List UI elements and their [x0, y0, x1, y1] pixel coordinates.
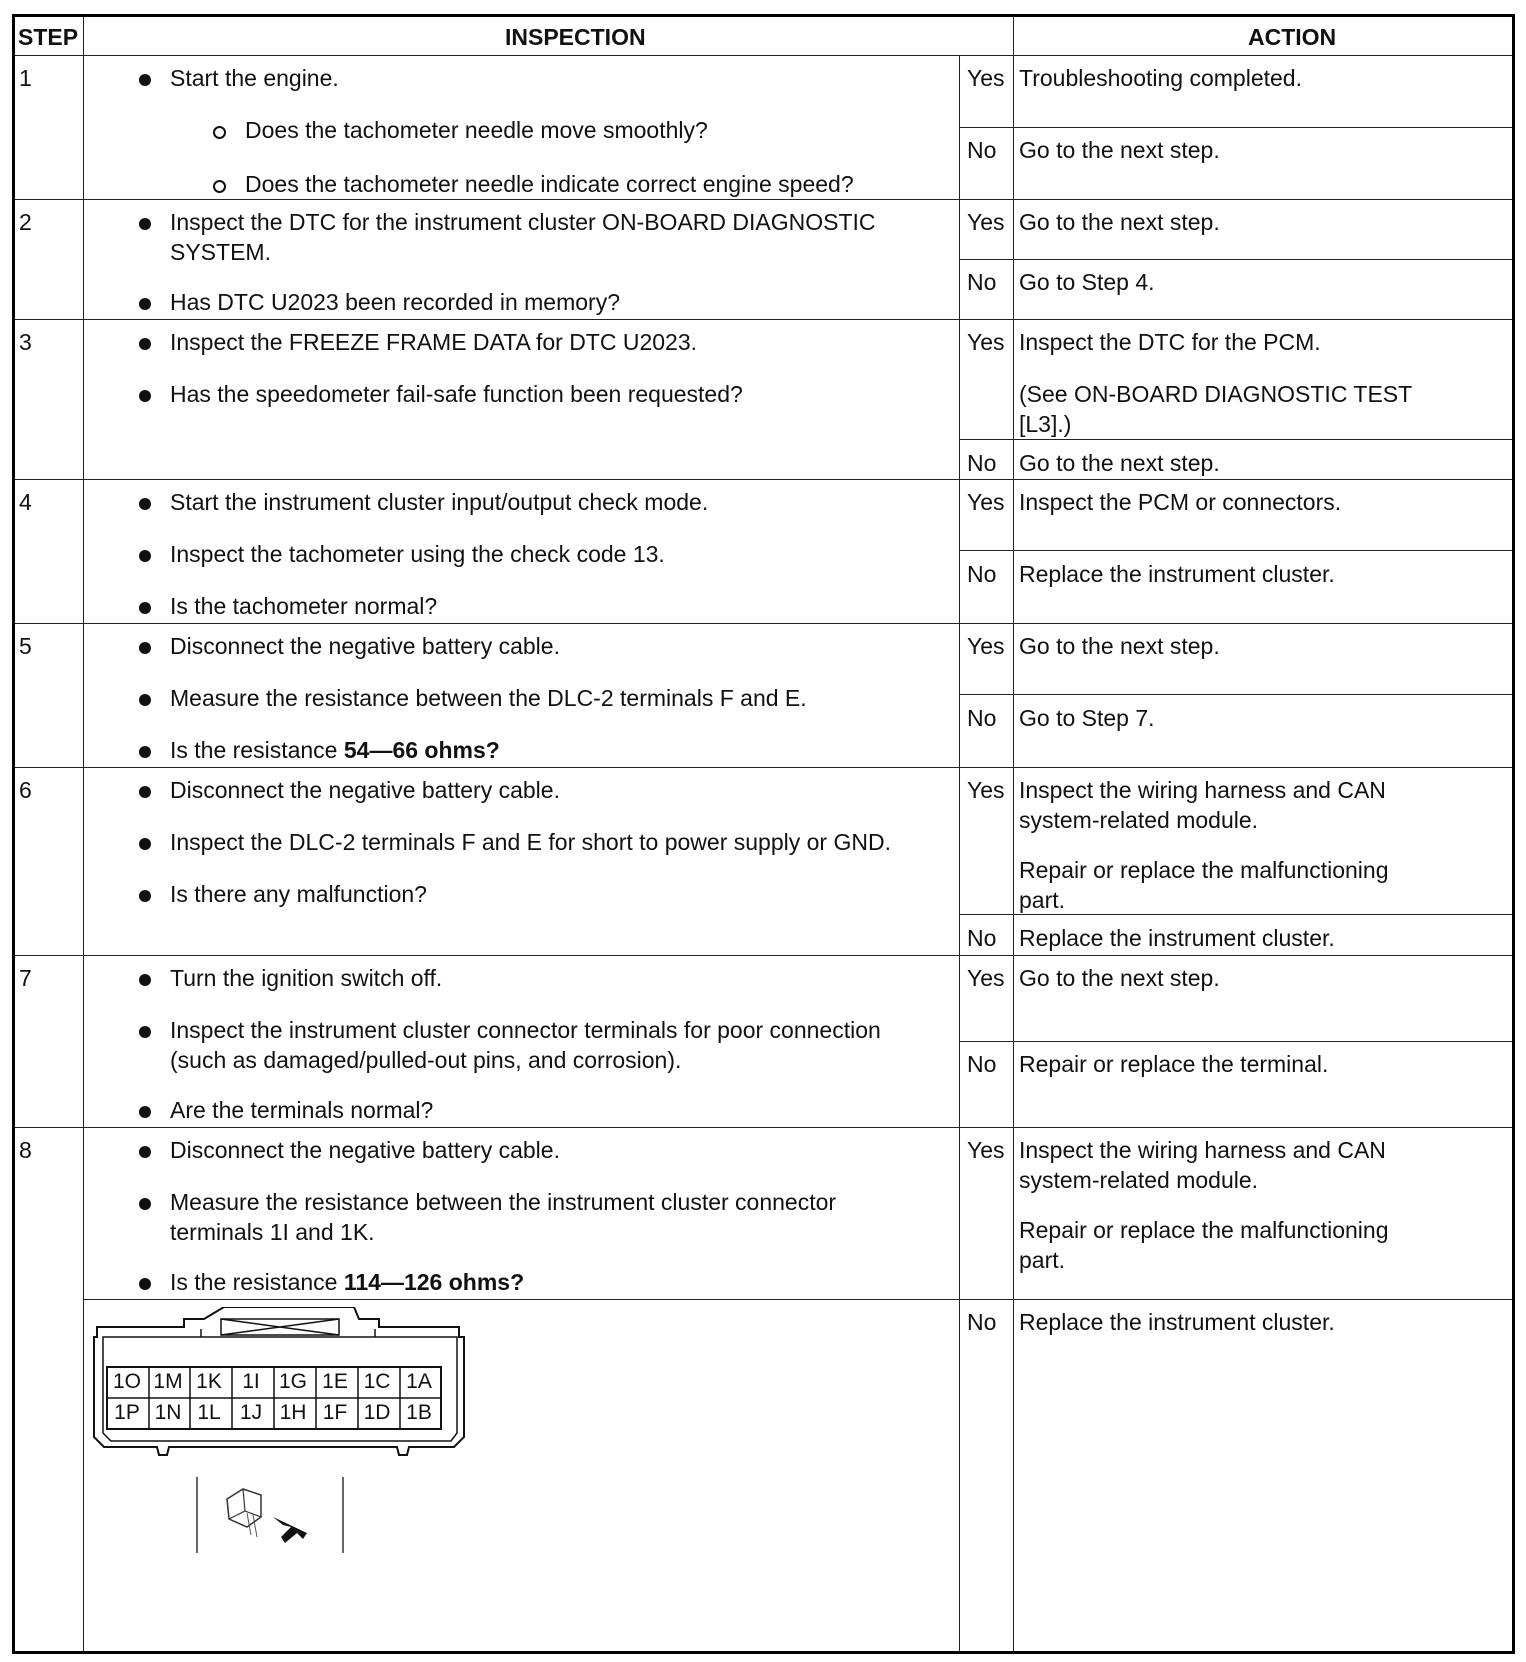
- grid-line: [15, 1127, 1512, 1128]
- inspection-text-plain: Is the resistance: [170, 1269, 344, 1295]
- no-label: No: [967, 269, 997, 295]
- no-action: Repair or replace the terminal.: [1019, 1051, 1329, 1077]
- inspection-text: Turn the ignition switch off.: [170, 965, 443, 991]
- no-label: No: [967, 450, 997, 476]
- step-number: 1: [19, 65, 32, 91]
- inspection-text: Start the instrument cluster input/output check mode.: [170, 489, 709, 515]
- connector-pin-label: 1J: [239, 1401, 263, 1424]
- no-action: Go to Step 7.: [1019, 705, 1155, 731]
- connector-pin-label: 1M: [153, 1370, 183, 1393]
- yes-action: Troubleshooting completed.: [1019, 65, 1302, 91]
- spec-value: 114—126 ohms?: [343, 1269, 525, 1295]
- bullet-icon: [139, 1278, 151, 1290]
- step-number: 8: [19, 1137, 32, 1163]
- bullet-icon: [139, 786, 151, 798]
- inspection-text: [170, 735, 500, 765]
- grid-line: [15, 623, 1512, 624]
- yes-label: Yes: [967, 65, 1005, 91]
- connector-pin-label: 1P: [114, 1401, 140, 1424]
- grid-line: [959, 127, 1512, 128]
- connector-pin-label: 1A: [406, 1370, 432, 1393]
- bullet-icon: [139, 1146, 151, 1158]
- connector-pin-label: 1F: [322, 1401, 348, 1424]
- bullet-icon: [139, 550, 151, 562]
- header-step: STEP: [18, 24, 79, 50]
- yes-action: Inspect the DTC for the PCM.: [1019, 329, 1321, 355]
- connector-pin-label: 1E: [322, 1370, 348, 1393]
- connector-pin-label: 1C: [363, 1370, 391, 1393]
- no-action: Replace the instrument cluster.: [1019, 561, 1335, 587]
- inspection-text: Is the tachometer normal?: [170, 593, 438, 619]
- grid-line: [959, 694, 1512, 695]
- bullet-icon: [139, 602, 151, 614]
- grid-line: [959, 550, 1512, 551]
- connector-pin-label: 1K: [196, 1370, 222, 1393]
- grid-line: [83, 1299, 1512, 1300]
- step-number: 6: [19, 777, 32, 803]
- connector-view-icon: [195, 1477, 345, 1553]
- yes-label: Yes: [967, 633, 1005, 659]
- bullet-icon: [139, 974, 151, 986]
- yes-label: Yes: [967, 777, 1005, 803]
- grid-line: [15, 479, 1512, 480]
- no-label: No: [967, 561, 997, 587]
- step-number: 2: [19, 209, 32, 235]
- circle-bullet-icon: [213, 180, 226, 193]
- yes-action: Inspect the PCM or connectors.: [1019, 489, 1342, 515]
- yes-action: Go to the next step.: [1019, 209, 1220, 235]
- no-action: Go to the next step.: [1019, 137, 1220, 163]
- inspection-text: Does the tachometer needle move smoothly?: [245, 117, 708, 143]
- inspection-text: Are the terminals normal?: [170, 1097, 434, 1123]
- bullet-icon: [139, 338, 151, 350]
- connector-pin-label: 1H: [279, 1401, 307, 1424]
- inspection-text: Has DTC U2023 been recorded in memory?: [170, 289, 620, 315]
- inspection-text: Disconnect the negative battery cable.: [170, 1137, 560, 1163]
- inspection-text: [170, 1267, 524, 1297]
- bullet-icon: [139, 298, 151, 310]
- inspection-text: Inspect the FREEZE FRAME DATA for DTC U2023.: [170, 329, 698, 355]
- inspection-text-plain: Is the resistance: [170, 737, 344, 763]
- yes-action: Go to the next step.: [1019, 633, 1220, 659]
- yes-action: Repair or replace the malfunctioning part.: [1019, 857, 1389, 913]
- yes-label: Yes: [967, 965, 1005, 991]
- no-label: No: [967, 925, 997, 951]
- inspection-text: Inspect the instrument cluster connector terminals for poor connection (such as damaged/pulled-out pins, and corrosion).: [170, 1017, 881, 1073]
- inspection-text: Does the tachometer needle indicate correct engine speed?: [245, 171, 854, 197]
- no-label: No: [967, 705, 997, 731]
- header-inspection: INSPECTION: [505, 24, 646, 50]
- yes-action: Inspect the wiring harness and CAN system-related module.: [1019, 777, 1386, 833]
- step-number: 3: [19, 329, 32, 355]
- no-action: Replace the instrument cluster.: [1019, 1309, 1335, 1335]
- grid-line: [959, 439, 1512, 440]
- grid-line: [15, 199, 1512, 200]
- bullet-icon: [139, 74, 151, 86]
- grid-line: [15, 767, 1512, 768]
- bullet-icon: [139, 694, 151, 706]
- grid-line: [83, 17, 84, 1651]
- connector-diagram: [89, 1307, 469, 1467]
- grid-line: [959, 1041, 1512, 1042]
- no-action: Go to Step 4.: [1019, 269, 1155, 295]
- bullet-icon: [139, 498, 151, 510]
- yes-action: (See ON-BOARD DIAGNOSTIC TEST [L3].): [1019, 381, 1413, 437]
- yes-label: Yes: [967, 1137, 1005, 1163]
- no-action: Go to the next step.: [1019, 450, 1220, 476]
- circle-bullet-icon: [213, 126, 226, 139]
- connector-pin-label: 1G: [278, 1370, 307, 1393]
- inspection-text: Inspect the tachometer using the check code 13.: [170, 541, 665, 567]
- inspection-text: Inspect the DTC for the instrument cluster ON-BOARD DIAGNOSTIC SYSTEM.: [170, 209, 876, 265]
- header-action: ACTION: [1248, 24, 1337, 50]
- grid-line: [1013, 17, 1014, 1651]
- bullet-icon: [139, 1026, 151, 1038]
- inspection-text: Inspect the DLC-2 terminals F and E for short to power supply or GND.: [170, 829, 891, 855]
- bullet-icon: [139, 1106, 151, 1118]
- inspection-text: Measure the resistance between the DLC-2 terminals F and E.: [170, 685, 807, 711]
- connector-pin-label: 1L: [197, 1401, 221, 1424]
- inspection-text: Disconnect the negative battery cable.: [170, 633, 560, 659]
- yes-label: Yes: [967, 489, 1005, 515]
- grid-line: [959, 259, 1512, 260]
- step-number: 7: [19, 965, 32, 991]
- bullet-icon: [139, 1198, 151, 1210]
- yes-label: Yes: [967, 209, 1005, 235]
- yes-action: Inspect the wiring harness and CAN system-related module.: [1019, 1137, 1386, 1193]
- no-action: Replace the instrument cluster.: [1019, 925, 1335, 951]
- troubleshooting-table: [12, 14, 1515, 1654]
- no-label: No: [967, 1309, 997, 1335]
- bullet-icon: [139, 390, 151, 402]
- no-label: No: [967, 1051, 997, 1077]
- connector-pin-label: 1B: [406, 1401, 432, 1424]
- connector-pin-label: 1N: [154, 1401, 182, 1424]
- yes-label: Yes: [967, 329, 1005, 355]
- inspection-text: Measure the resistance between the instrument cluster connector terminals 1I and 1K.: [170, 1189, 837, 1245]
- grid-line: [15, 319, 1512, 320]
- connector-pin-label: 1D: [363, 1401, 391, 1424]
- bullet-icon: [139, 890, 151, 902]
- bullet-icon: [139, 218, 151, 230]
- step-number: 5: [19, 633, 32, 659]
- inspection-text: Start the engine.: [170, 65, 339, 91]
- inspection-text: Is there any malfunction?: [170, 881, 427, 907]
- step-number: 4: [19, 489, 32, 515]
- no-label: No: [967, 137, 997, 163]
- bullet-icon: [139, 746, 151, 758]
- bullet-icon: [139, 838, 151, 850]
- spec-value: 54—66 ohms?: [343, 737, 500, 763]
- connector-pin-label: 1I: [242, 1370, 260, 1393]
- grid-line: [15, 55, 1512, 56]
- connector-pin-label: 1O: [112, 1370, 141, 1393]
- bullet-icon: [139, 642, 151, 654]
- inspection-text: Disconnect the negative battery cable.: [170, 777, 560, 803]
- yes-action: Go to the next step.: [1019, 965, 1220, 991]
- grid-line: [15, 955, 1512, 956]
- inspection-text: Has the speedometer fail-safe function been requested?: [170, 381, 743, 407]
- grid-line: [959, 55, 960, 1651]
- yes-action: Repair or replace the malfunctioning part.: [1019, 1217, 1389, 1273]
